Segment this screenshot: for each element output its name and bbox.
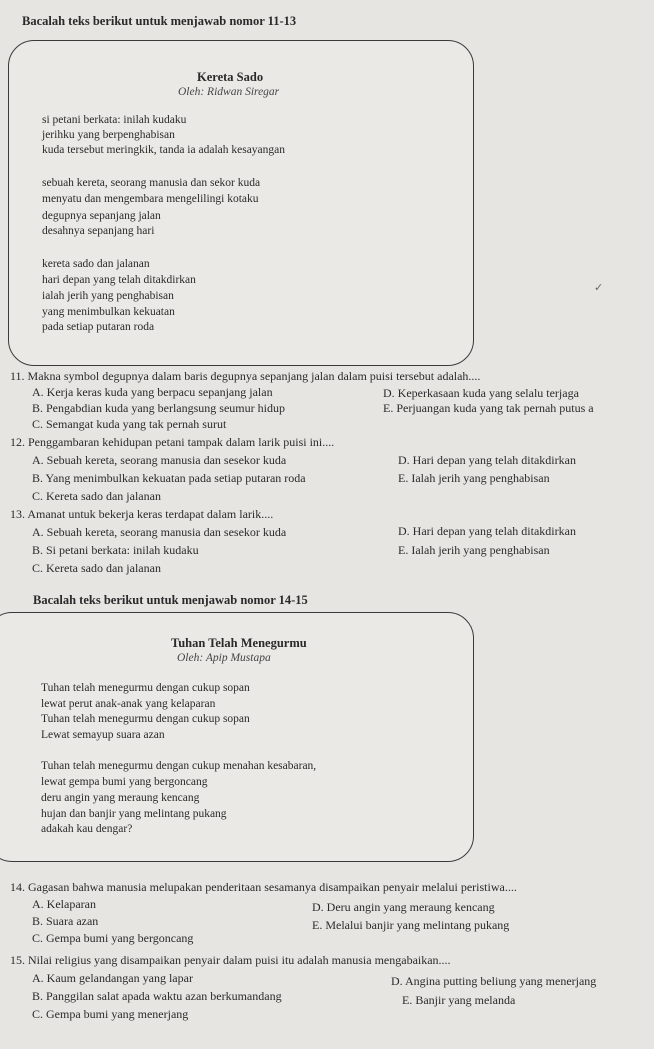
- poem-line: lewat gempa bumi yang bergoncang: [41, 776, 208, 788]
- option-14-b[interactable]: B. Suara azan: [32, 914, 99, 928]
- poem-line: Tuhan telah menegurmu dengan cukup sopan: [41, 713, 250, 725]
- poem-line: deru angin yang meraung kencang: [41, 792, 200, 804]
- option-15-c[interactable]: C. Gempa bumi yang menerjang: [32, 1007, 189, 1021]
- option-11-c[interactable]: C. Semangat kuda yang tak pernah surut: [32, 417, 227, 431]
- option-11-b[interactable]: B. Pengabdian kuda yang berlangsung seumur hidup: [32, 401, 285, 415]
- instruction-1: Bacalah teks berikut untuk menjawab nomor 11-13: [22, 14, 297, 28]
- poem-line: jerihku yang berpenghabisan: [42, 129, 175, 141]
- poem-line: desahnya sepanjang hari: [42, 225, 155, 237]
- poem-line: lewat perut anak-anak yang kelaparan: [41, 698, 216, 710]
- option-12-c[interactable]: C. Kereta sado dan jalanan: [32, 489, 161, 503]
- option-14-a[interactable]: A. Kelaparan: [32, 897, 96, 911]
- option-12-a[interactable]: A. Sebuah kereta, seorang manusia dan sesekor kuda: [32, 453, 287, 467]
- option-13-e[interactable]: E. Ialah jerih yang penghabisan: [398, 543, 550, 557]
- poem-line: hari depan yang telah ditakdirkan: [42, 274, 196, 286]
- option-11-a[interactable]: A. Kerja keras kuda yang berpacu sepanjang jalan: [32, 385, 273, 399]
- poem-line: kuda tersebut meringkik, tanda ia adalah kesayangan: [42, 144, 286, 156]
- poem-author-2: Oleh: Apip Mustapa: [177, 652, 271, 664]
- option-15-a[interactable]: A. Kaum gelandangan yang lapar: [32, 971, 193, 985]
- option-15-d[interactable]: D. Angina putting beliung yang menerjang: [391, 974, 597, 988]
- option-12-d[interactable]: D. Hari depan yang telah ditakdirkan: [398, 453, 576, 467]
- poem-line: Tuhan telah menegurmu dengan cukup menahan kesabaran,: [41, 760, 317, 772]
- question-15: 15. Nilai religius yang disampaikan penyair dalam puisi itu adalah manusia mengabaikan....: [10, 953, 451, 967]
- option-13-a[interactable]: A. Sebuah kereta, seorang manusia dan sesekor kuda: [32, 525, 287, 539]
- instruction-2: Bacalah teks berikut untuk menjawab nomor 14-15: [33, 593, 308, 607]
- poem-line: si petani berkata: inilah kudaku: [42, 114, 187, 126]
- poem-line: kereta sado dan jalanan: [42, 258, 150, 270]
- option-12-b[interactable]: B. Yang menimbulkan kekuatan pada setiap putaran roda: [32, 471, 306, 485]
- option-13-b[interactable]: B. Si petani berkata: inilah kudaku: [32, 543, 199, 557]
- poem-line: sebuah kereta, seorang manusia dan sekor kuda: [42, 177, 261, 189]
- option-14-c[interactable]: C. Gempa bumi yang bergoncang: [32, 931, 194, 945]
- option-15-b[interactable]: B. Panggilan salat apada waktu azan berkumandang: [32, 989, 282, 1003]
- option-13-d[interactable]: D. Hari depan yang telah ditakdirkan: [398, 524, 576, 538]
- poem-line: Tuhan telah menegurmu dengan cukup sopan: [41, 682, 250, 694]
- option-15-e[interactable]: E. Banjir yang melanda: [402, 993, 516, 1007]
- poem-line: yang menimbulkan kekuatan: [42, 306, 175, 318]
- question-14: 14. Gagasan bahwa manusia melupakan penderitaan sesamanya disampaikan penyair melalui peristiwa....: [10, 880, 517, 894]
- option-11-d[interactable]: D. Keperkasaan kuda yang selalu terjaga: [383, 386, 579, 400]
- pencil-mark-icon: ✓: [594, 282, 604, 294]
- option-12-e[interactable]: E. Ialah jerih yang penghabisan: [398, 471, 550, 485]
- poem-line: menyatu dan mengembara mengelilingi kotaku: [42, 193, 259, 205]
- poem-title-1: Kereta Sado: [197, 70, 264, 84]
- poem-line: ialah jerih yang penghabisan: [42, 290, 174, 302]
- poem-line: degupnya sepanjang jalan: [42, 210, 161, 222]
- poem-author-1: Oleh: Ridwan Siregar: [178, 86, 280, 98]
- option-13-c[interactable]: C. Kereta sado dan jalanan: [32, 561, 161, 575]
- option-11-e[interactable]: E. Perjuangan kuda yang tak pernah putus a: [383, 401, 594, 415]
- poem-line: adakah kau dengar?: [41, 823, 133, 835]
- poem-line: Lewat semayup suara azan: [41, 729, 165, 741]
- poem-line: pada setiap putaran roda: [42, 321, 155, 333]
- poem-line: hujan dan banjir yang melintang pukang: [41, 808, 227, 820]
- option-14-e[interactable]: E. Melalui banjir yang melintang pukang: [312, 918, 510, 932]
- poem-title-2: Tuhan Telah Menegurmu: [171, 636, 307, 650]
- question-13: 13. Amanat untuk bekerja keras terdapat dalam larik....: [10, 507, 274, 521]
- option-14-d[interactable]: D. Deru angin yang meraung kencang: [312, 900, 495, 914]
- question-12: 12. Penggambaran kehidupan petani tampak dalam larik puisi ini....: [10, 435, 335, 449]
- question-11: 11. Makna symbol degupnya dalam baris degupnya sepanjang jalan dalam puisi tersebut adalah....: [10, 369, 481, 383]
